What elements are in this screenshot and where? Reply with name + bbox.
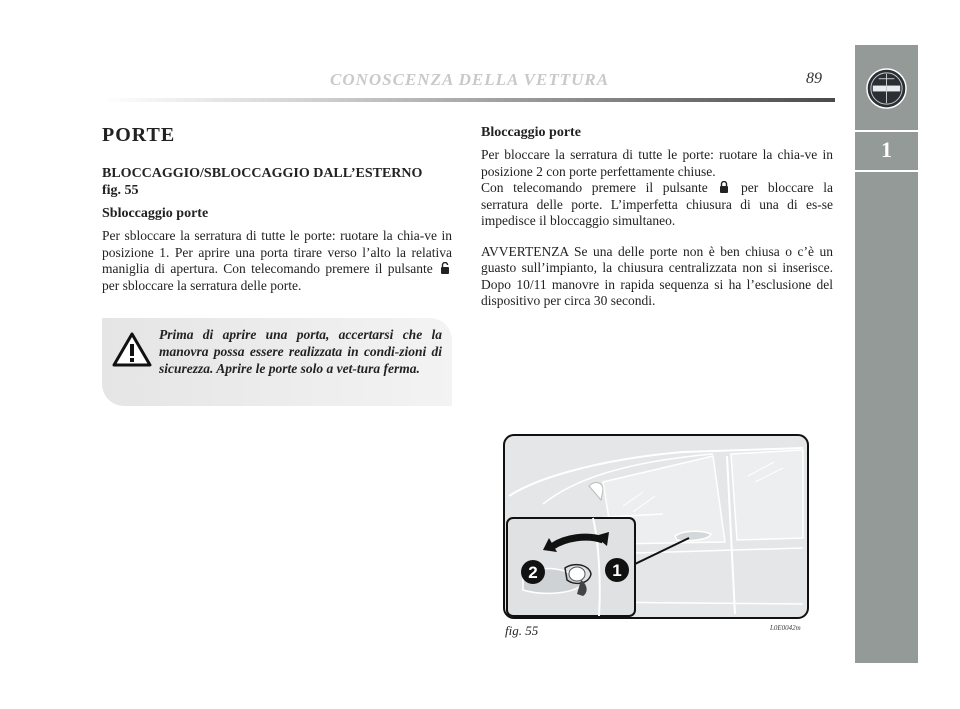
figure-label-2: 2 — [528, 563, 538, 582]
figure-reference: fig. 55 — [102, 183, 139, 198]
chapter-number: 1 — [881, 137, 892, 162]
lancia-logo-icon — [865, 67, 908, 110]
subheading-line: BLOCCAGGIO/SBLOCCAGGIO DALL’ESTERNO — [102, 166, 423, 181]
car-door-illustration — [503, 434, 809, 619]
paragraph-text: Per sbloccare la serratura di tutte le porte: ruotare la chia-ve in posizione 1. Per aprire una porta tirare verso l’alto la relativa maniglia di apertura. Con telecomando premere il pulsante — [102, 228, 452, 276]
warning-triangle-icon — [112, 332, 152, 368]
left-column — [102, 124, 452, 300]
paragraph-text: per bloccare la serratura delle porte. L’imperfetta chiusura di una di es-se impedisce il bloccaggio simultaneo. — [481, 180, 834, 228]
figure-label-1: 1 — [612, 561, 622, 580]
figure-caption: fig. 55 — [505, 623, 539, 638]
unlock-padlock-icon — [440, 262, 450, 274]
sidebar-logo-area — [855, 45, 918, 130]
chapter-sidebar — [855, 45, 918, 663]
figure-code: L0E0042m — [770, 624, 801, 632]
subheading-locking-exterior — [102, 165, 452, 199]
header-rule — [100, 98, 835, 102]
subheading-unlock: Sbloccaggio porte — [102, 206, 209, 221]
warning-notice-paragraph: AVVERTENZA Se una delle porte non è ben chiusa o c’è un guasto sull’impianto, la chiusura centralizzata non si inserisce. Dopo 10/11 manovre in rapida sequenza si ha l’esclusione del dispositivo per circa 30 secondi. — [481, 243, 833, 308]
unlock-paragraph — [102, 228, 452, 294]
right-column — [481, 124, 833, 316]
header-title: CONOSCENZA DELLA VETTURA — [330, 70, 610, 89]
section-title: PORTE — [102, 124, 176, 146]
sidebar-separator — [855, 130, 918, 132]
paragraph-text: per sbloccare la serratura delle porte. — [102, 277, 302, 293]
warning-box — [102, 318, 452, 406]
page-number: 89 — [806, 70, 822, 87]
lock-padlock-icon — [719, 181, 729, 193]
warning-text: Prima di aprire una porta, accertarsi che la manovra possa essere realizzata in condi-zioni di sicurezza. Aprire le porte solo a vet-tura ferma. — [159, 327, 442, 376]
sidebar-separator — [855, 170, 918, 172]
warning-text-block — [112, 326, 442, 377]
paragraph-text: Con telecomando premere il pulsante — [481, 180, 708, 195]
remote-lock-paragraph — [481, 180, 833, 230]
warning-icon-wrap — [112, 326, 159, 370]
subheading-lock: Bloccaggio porte — [481, 125, 581, 140]
lock-paragraph: Per bloccare la serratura di tutte le porte: ruotare la chia-ve in posizione 2 con porte perfettamente chiuse. — [481, 147, 833, 179]
